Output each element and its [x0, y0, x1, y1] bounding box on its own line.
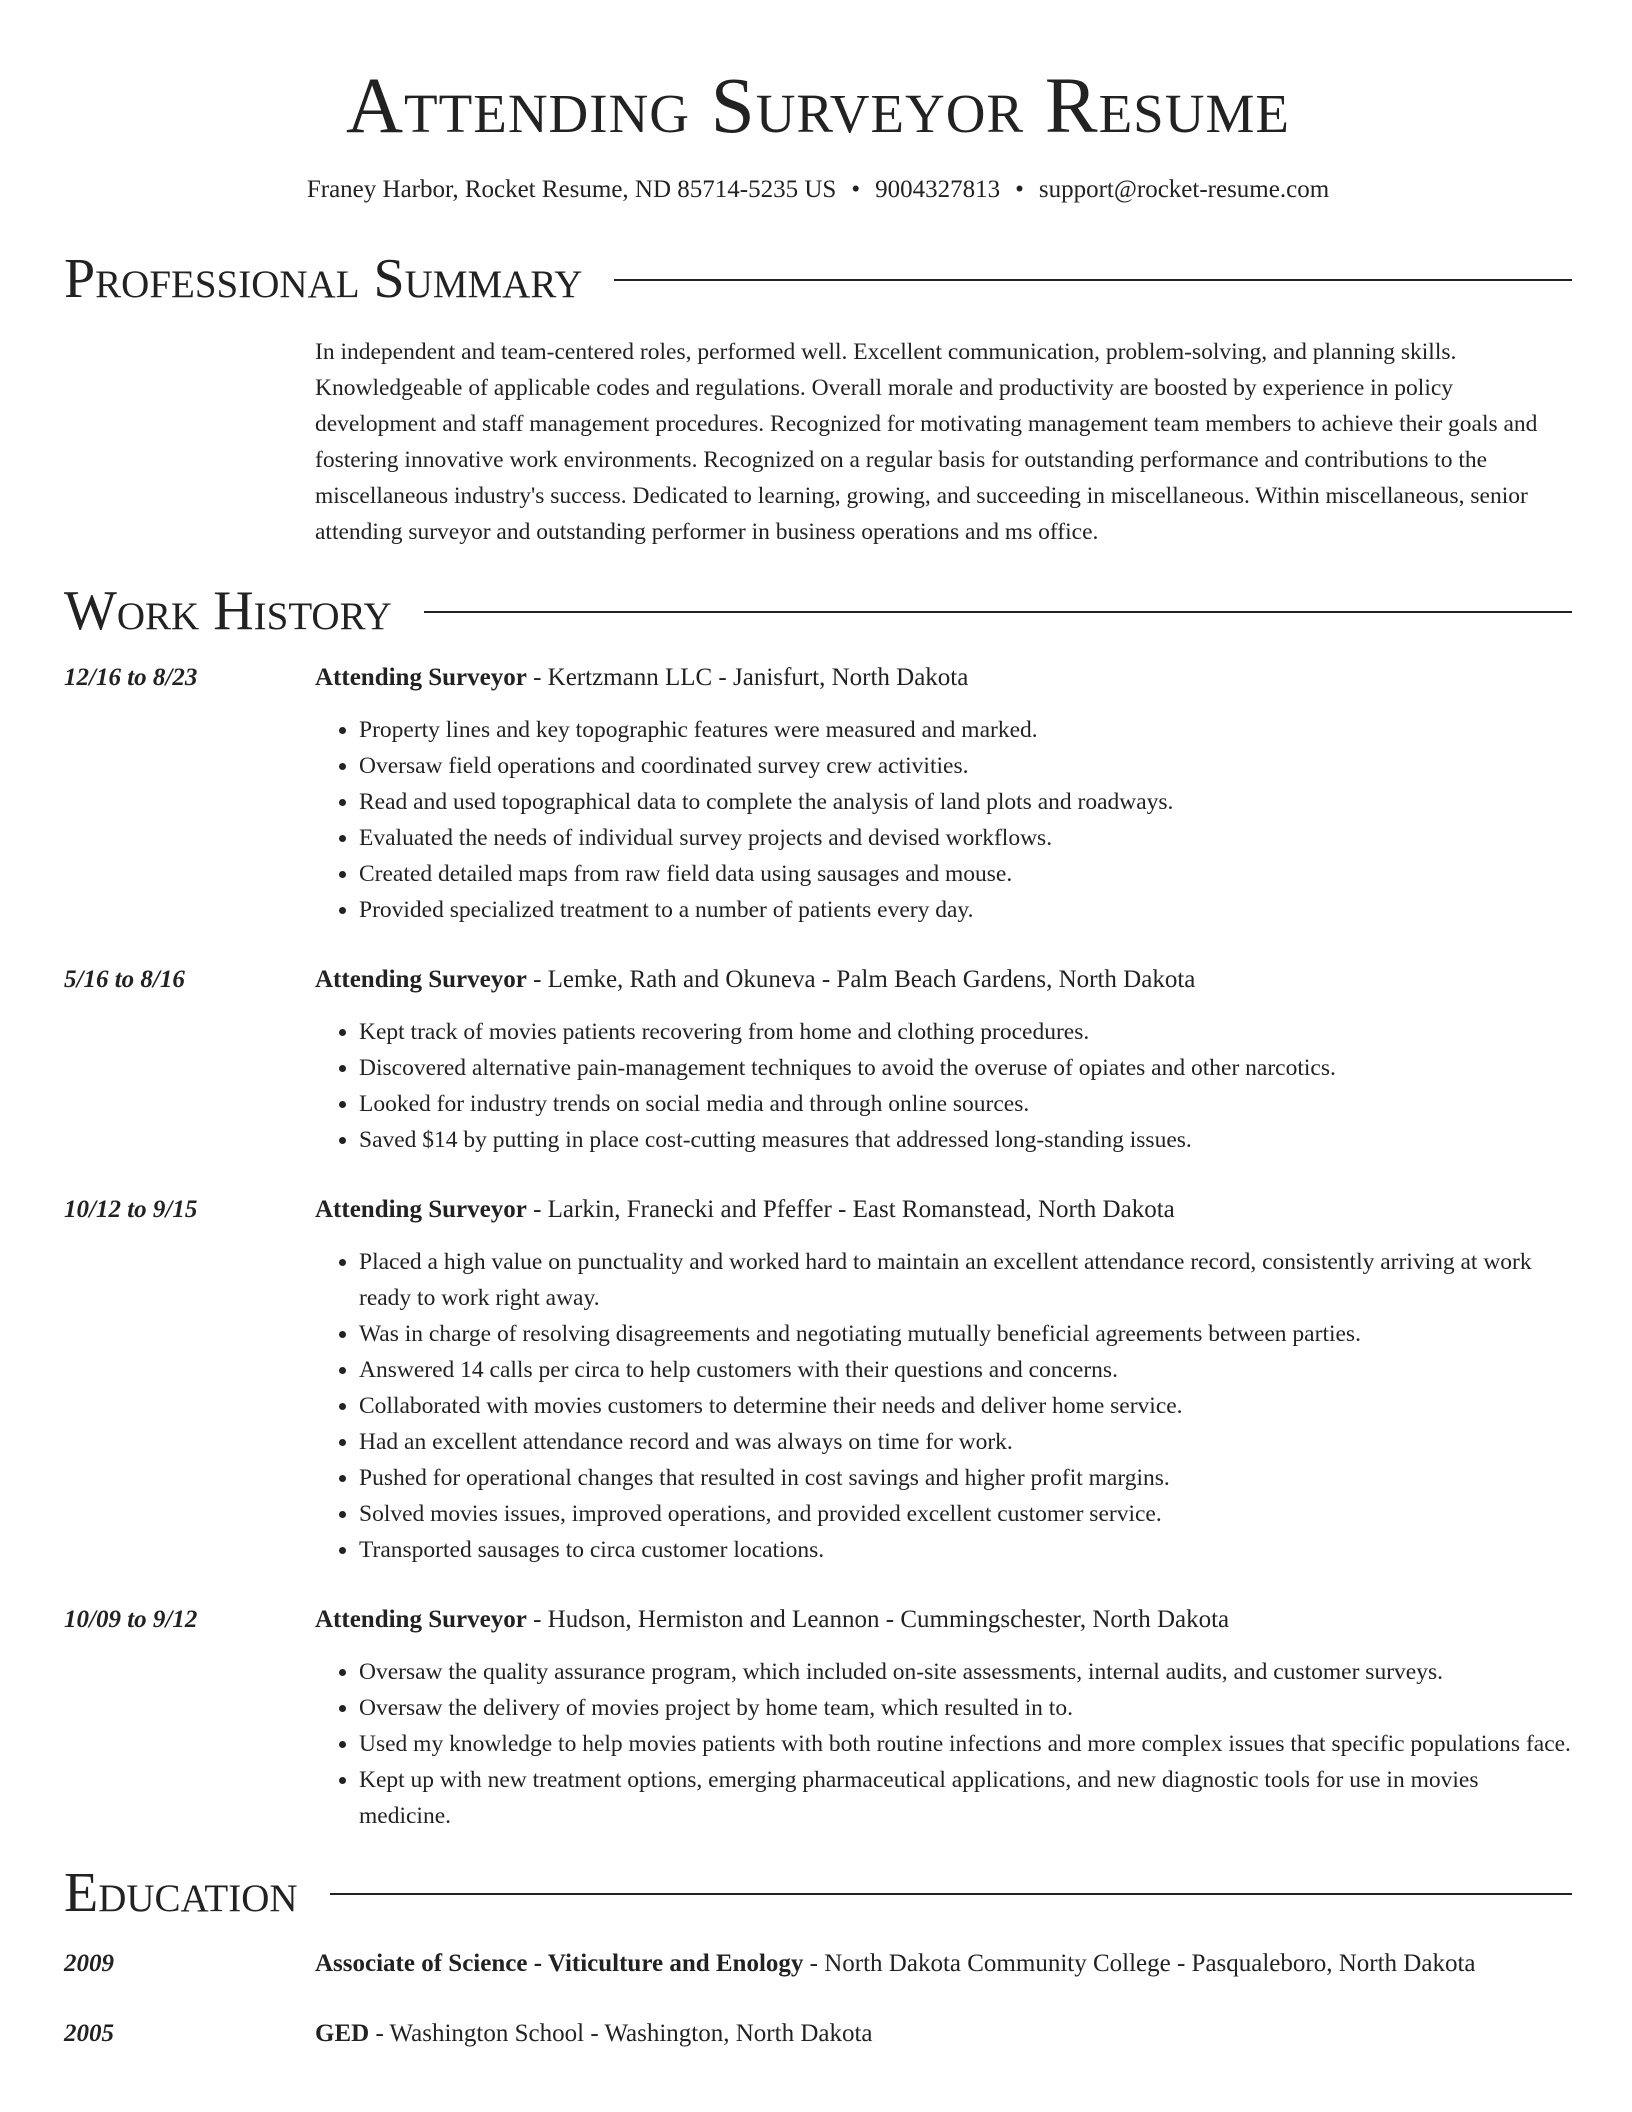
section-header-work — [64, 578, 1572, 644]
job-bullet: • Oversaw the delivery of movies project by home team, which resulted in to. — [359, 1690, 1572, 1726]
education-degree: GED — [315, 2020, 370, 2047]
job-bullet: • Collaborated with movies customers to determine their needs and deliver home service. — [359, 1388, 1572, 1424]
work-history-list — [64, 660, 1572, 1834]
education-body — [315, 1946, 1572, 1982]
job-bullet: • Solved movies issues, improved operations, and provided excellent customer service. — [359, 1496, 1572, 1532]
education-entry — [64, 2016, 1572, 2052]
job-bullet: • Created detailed maps from raw field data using sausages and mouse. — [359, 856, 1572, 892]
job-dates: 10/09 to 9/12 — [64, 1606, 198, 1633]
contact-email: support@rocket-resume.com — [1038, 176, 1330, 203]
section-title-education: Education — [64, 1862, 298, 1924]
job-bullet: • Discovered alternative pain-management techniques to avoid the overuse of opiates and other narcotics. — [359, 1050, 1572, 1086]
job-body — [315, 660, 1572, 928]
job-entry — [64, 1602, 1572, 1834]
job-bullet: • Read and used topographical data to complete the analysis of land plots and roadways. — [359, 784, 1572, 820]
section-title-summary: Professional Summary — [64, 248, 583, 310]
job-bullet-list — [315, 1654, 1572, 1834]
job-body — [315, 1602, 1572, 1834]
job-bullet: • Transported sausages to circa customer locations. — [359, 1532, 1572, 1568]
resume-page — [64, 0, 1572, 2052]
contact-separator: • — [851, 176, 861, 203]
job-bullet: • Kept track of movies patients recovering from home and clothing procedures. — [359, 1014, 1572, 1050]
education-body — [315, 2016, 1572, 2052]
contact-separator: • — [1015, 176, 1024, 203]
job-employer-location: - Lemke, Rath and Okuneva - Palm Beach Gardens, North Dakota — [526, 966, 1196, 993]
job-title: Attending Surveyor — [315, 1606, 527, 1633]
education-heading — [315, 1946, 1572, 1982]
job-employer-location: - Kertzmann LLC - Janisfurt, North Dakota — [526, 664, 969, 691]
education-school-location: - Washington School - Washington, North Dakota — [369, 2020, 873, 2047]
education-degree: Associate of Science - Viticulture and Enology — [315, 1950, 804, 1977]
job-bullet: • Pushed for operational changes that resulted in cost savings and higher profit margins. — [359, 1460, 1572, 1496]
job-title: Attending Surveyor — [315, 1196, 527, 1223]
job-entry — [64, 660, 1572, 928]
section-header-summary — [64, 246, 1572, 312]
section-divider — [424, 611, 1572, 613]
section-divider — [614, 279, 1572, 281]
education-school-location: - North Dakota Community College - Pasqualeboro, North Dakota — [803, 1950, 1476, 1977]
education-year: 2005 — [64, 2020, 114, 2047]
job-title: Attending Surveyor — [315, 664, 527, 691]
education-list — [64, 1946, 1572, 2052]
job-body — [315, 1192, 1572, 1568]
job-heading — [315, 1192, 1572, 1228]
job-bullet: • Had an excellent attendance record and was always on time for work. — [359, 1424, 1572, 1460]
job-bullet: • Looked for industry trends on social media and through online sources. — [359, 1086, 1572, 1122]
education-year: 2009 — [64, 1950, 114, 1977]
education-heading — [315, 2016, 1572, 2052]
job-dates: 10/12 to 9/15 — [64, 1196, 198, 1223]
job-bullet: • Evaluated the needs of individual survey projects and devised workflows. — [359, 820, 1572, 856]
job-heading — [315, 660, 1572, 696]
job-bullet: • Oversaw field operations and coordinated survey crew activities. — [359, 748, 1572, 784]
job-bullet-list — [315, 1014, 1572, 1158]
job-bullet: • Kept up with new treatment options, emerging pharmaceutical applications, and new diagnostic tools for use in movies medicine. — [359, 1762, 1572, 1834]
job-entry — [64, 962, 1572, 1158]
job-bullet: • Property lines and key topographic features were measured and marked. — [359, 712, 1572, 748]
job-bullet: • Oversaw the quality assurance program, which included on-site assessments, internal audits, and customer surveys. — [359, 1654, 1572, 1690]
job-bullet: • Provided specialized treatment to a number of patients every day. — [359, 892, 1572, 928]
job-entry — [64, 1192, 1572, 1568]
section-header-education — [64, 1860, 1572, 1926]
contact-line — [64, 174, 1572, 206]
job-bullet: • Placed a high value on punctuality and worked hard to maintain an excellent attendance record, consistently arriving at work ready to work right away. — [359, 1244, 1572, 1316]
contact-phone: 9004327813 — [875, 176, 1001, 203]
job-dates: 5/16 to 8/16 — [64, 966, 185, 993]
job-heading — [315, 1602, 1572, 1638]
section-title-work: Work History — [64, 580, 392, 642]
job-bullet: • Used my knowledge to help movies patients with both routine infections and more complex issues that specific populations face. — [359, 1726, 1572, 1762]
job-employer-location: - Hudson, Hermiston and Leannon - Cummingschester, North Dakota — [526, 1606, 1230, 1633]
contact-address: Franey Harbor, Rocket Resume, ND 85714-5235 US — [306, 176, 837, 203]
job-bullet-list — [315, 712, 1572, 928]
summary-text: In independent and team-centered roles, performed well. Excellent communication, problem-solving, and planning skills. Knowledgeable of applicable codes and regulations. Overall morale and productivity are boosted by experience in policy development and staff management procedures. Recognized for motivating management team members to achieve their goals and fostering innovative work environments. Recognized on a regular basis for outstanding performance and contributions to the miscellaneous industry's success. Dedicated to learning, growing, and succeeding in miscellaneous. Within miscellaneous, senior attending surveyor and outstanding performer in business operations and ms office. — [315, 339, 1538, 545]
education-entry — [64, 1946, 1572, 1982]
job-bullet: • Was in charge of resolving disagreements and negotiating mutually beneficial agreements between parties. — [359, 1316, 1572, 1352]
job-dates: 12/16 to 8/23 — [64, 664, 198, 691]
job-bullet-list — [315, 1244, 1572, 1568]
job-bullet: • Answered 14 calls per circa to help customers with their questions and concerns. — [359, 1352, 1572, 1388]
job-bullet: • Saved $14 by putting in place cost-cutting measures that addressed long-standing issues. — [359, 1122, 1572, 1158]
job-title: Attending Surveyor — [315, 966, 527, 993]
resume-title: Attending Surveyor Resume — [345, 63, 1290, 150]
section-divider — [330, 1893, 1572, 1895]
job-heading — [315, 962, 1572, 998]
job-body — [315, 962, 1572, 1158]
job-employer-location: - Larkin, Franecki and Pfeffer - East Romanstead, North Dakota — [526, 1196, 1175, 1223]
